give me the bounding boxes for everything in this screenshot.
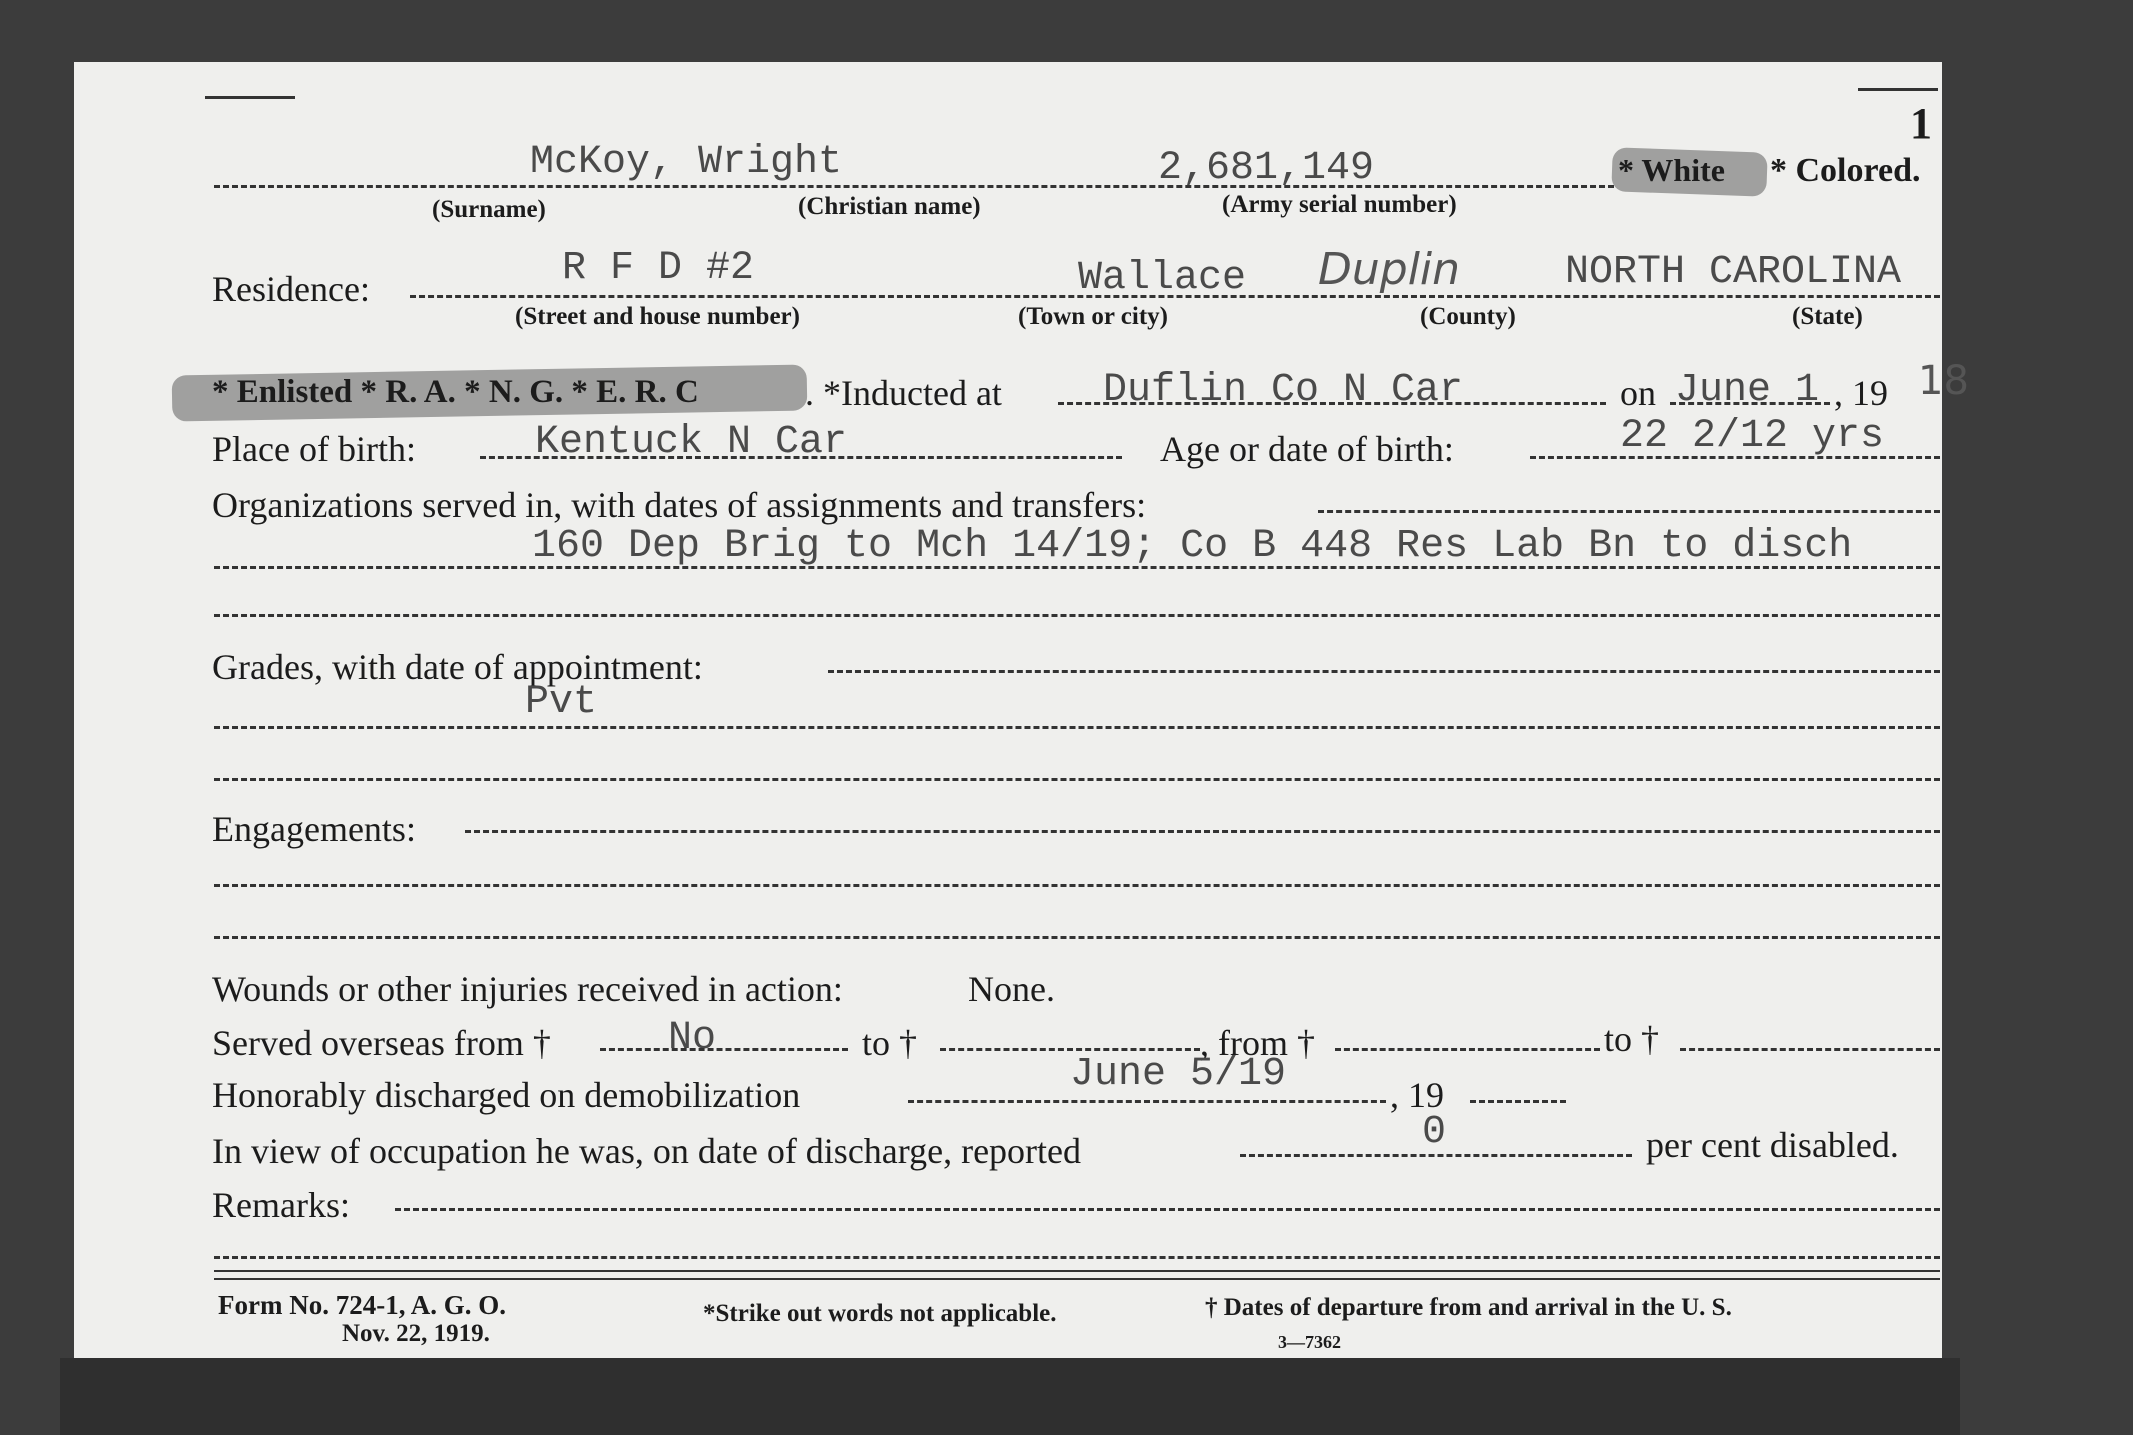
card-edge-shadow — [60, 1358, 1960, 1435]
grades-line-1 — [828, 670, 1940, 673]
inducted-line — [1058, 402, 1606, 405]
surname-caption: (Surname) — [432, 196, 546, 223]
race-white-label: * White — [1618, 152, 1725, 188]
birthplace-label: Place of birth: — [212, 429, 416, 469]
residence-line — [410, 295, 1940, 298]
organizations-line-3 — [214, 614, 1940, 617]
age-line — [1530, 456, 1940, 459]
strike-note: *Strike out words not applicable. — [703, 1300, 1057, 1327]
remarks-label: Remarks: — [212, 1185, 350, 1225]
induction-date-line — [1670, 402, 1830, 405]
christian-name-caption: (Christian name) — [798, 193, 981, 220]
residence-town: Wallace — [1078, 256, 1247, 301]
engagements-label: Engagements: — [212, 809, 416, 849]
inducted-place: Duflin Co N Car — [1103, 368, 1464, 413]
street-caption: (Street and house number) — [515, 303, 800, 330]
organizations-line-2 — [214, 566, 1940, 569]
form-date: Nov. 22, 1919. — [342, 1320, 490, 1347]
state-caption: (State) — [1792, 303, 1863, 330]
organizations-line-1 — [1318, 510, 1940, 513]
remarks-line-2 — [214, 1256, 1940, 1259]
engagements-line-3 — [214, 936, 1940, 939]
race-colored-label: * Colored. — [1770, 152, 1921, 189]
overseas-from-line — [600, 1048, 848, 1051]
disability-suffix: per cent disabled. — [1646, 1125, 1899, 1165]
serial-caption: (Army serial number) — [1222, 191, 1457, 218]
residence-state: NORTH CAROLINA — [1565, 250, 1902, 295]
discharge-line — [908, 1100, 1386, 1103]
top-left-rule — [205, 96, 295, 99]
discharge-date: June 5/19 — [1070, 1052, 1287, 1097]
birthplace-line — [480, 456, 1122, 459]
overseas-value: No — [668, 1016, 717, 1061]
inducted-label: . *Inducted at — [805, 373, 1002, 413]
grades-line-3 — [214, 778, 1940, 781]
overseas-from2-line — [1335, 1048, 1600, 1051]
disability-label: In view of occupation he was, on date of discharge, reported — [212, 1131, 1082, 1171]
print-code: 3—7362 — [1278, 1332, 1341, 1352]
induction-year: 18 — [1918, 358, 1969, 404]
age-value: 22 2/12 yrs — [1620, 414, 1885, 459]
wounds-label: Wounds or other injuries received in action: — [212, 969, 843, 1009]
surname-value: McKoy, Wright — [530, 140, 843, 185]
top-right-rule — [1858, 88, 1938, 91]
overseas-to2-label: to † — [1604, 1019, 1660, 1059]
engagements-line-2 — [214, 884, 1940, 887]
overseas-to-label: to † — [862, 1023, 918, 1063]
residence-street: R F D #2 — [562, 246, 755, 291]
overseas-from2-label: , from † — [1200, 1023, 1315, 1063]
wounds-value: None. — [968, 969, 1055, 1009]
name-line — [214, 185, 1614, 188]
footer-rule-1 — [214, 1270, 1940, 1272]
remarks-line-1 — [395, 1208, 1940, 1211]
discharge-year-line — [1470, 1100, 1566, 1103]
discharge-label: Honorably discharged on demobilization — [212, 1075, 801, 1115]
grades-line-2 — [214, 726, 1940, 729]
form-number: Form No. 724-1, A. G. O. — [218, 1290, 506, 1320]
discharge-year: , 19 — [1390, 1075, 1444, 1115]
age-label: Age or date of birth: — [1160, 429, 1454, 469]
grades-label: Grades, with date of appointment: — [212, 647, 703, 687]
overseas-label: Served overseas from † — [212, 1023, 551, 1063]
footer-rule-2 — [214, 1278, 1940, 1280]
serial-value: 2,681,149 — [1158, 146, 1375, 191]
organizations-entry: 160 Dep Brig to Mch 14/19; Co B 448 Res Lab Bn to disch — [532, 524, 1853, 569]
engagements-line-1 — [465, 830, 1940, 833]
grades-entry: Pvt — [525, 680, 598, 725]
county-caption: (County) — [1420, 303, 1516, 330]
induction-date: June 1 — [1675, 368, 1820, 413]
residence-county: Duplin — [1318, 244, 1461, 295]
induction-year-prefix: , 19 — [1834, 373, 1888, 413]
enlistment-struck-text: * Enlisted * R. A. * N. G. * E. R. C — [212, 374, 699, 410]
birthplace-value: Kentuck N Car — [535, 420, 848, 465]
disability-line — [1240, 1154, 1632, 1157]
dates-note: † Dates of departure from and arrival in the U. S. — [1205, 1294, 1732, 1321]
overseas-to2-line — [1680, 1048, 1940, 1051]
overseas-to-line — [940, 1048, 1200, 1051]
town-caption: (Town or city) — [1018, 303, 1168, 330]
inducted-on-label: on — [1620, 373, 1656, 413]
disability-value: 0 — [1422, 1110, 1447, 1155]
residence-label: Residence: — [212, 269, 370, 309]
card-number: 1 — [1910, 99, 1932, 148]
organizations-label: Organizations served in, with dates of assignments and transfers: — [212, 485, 1147, 525]
